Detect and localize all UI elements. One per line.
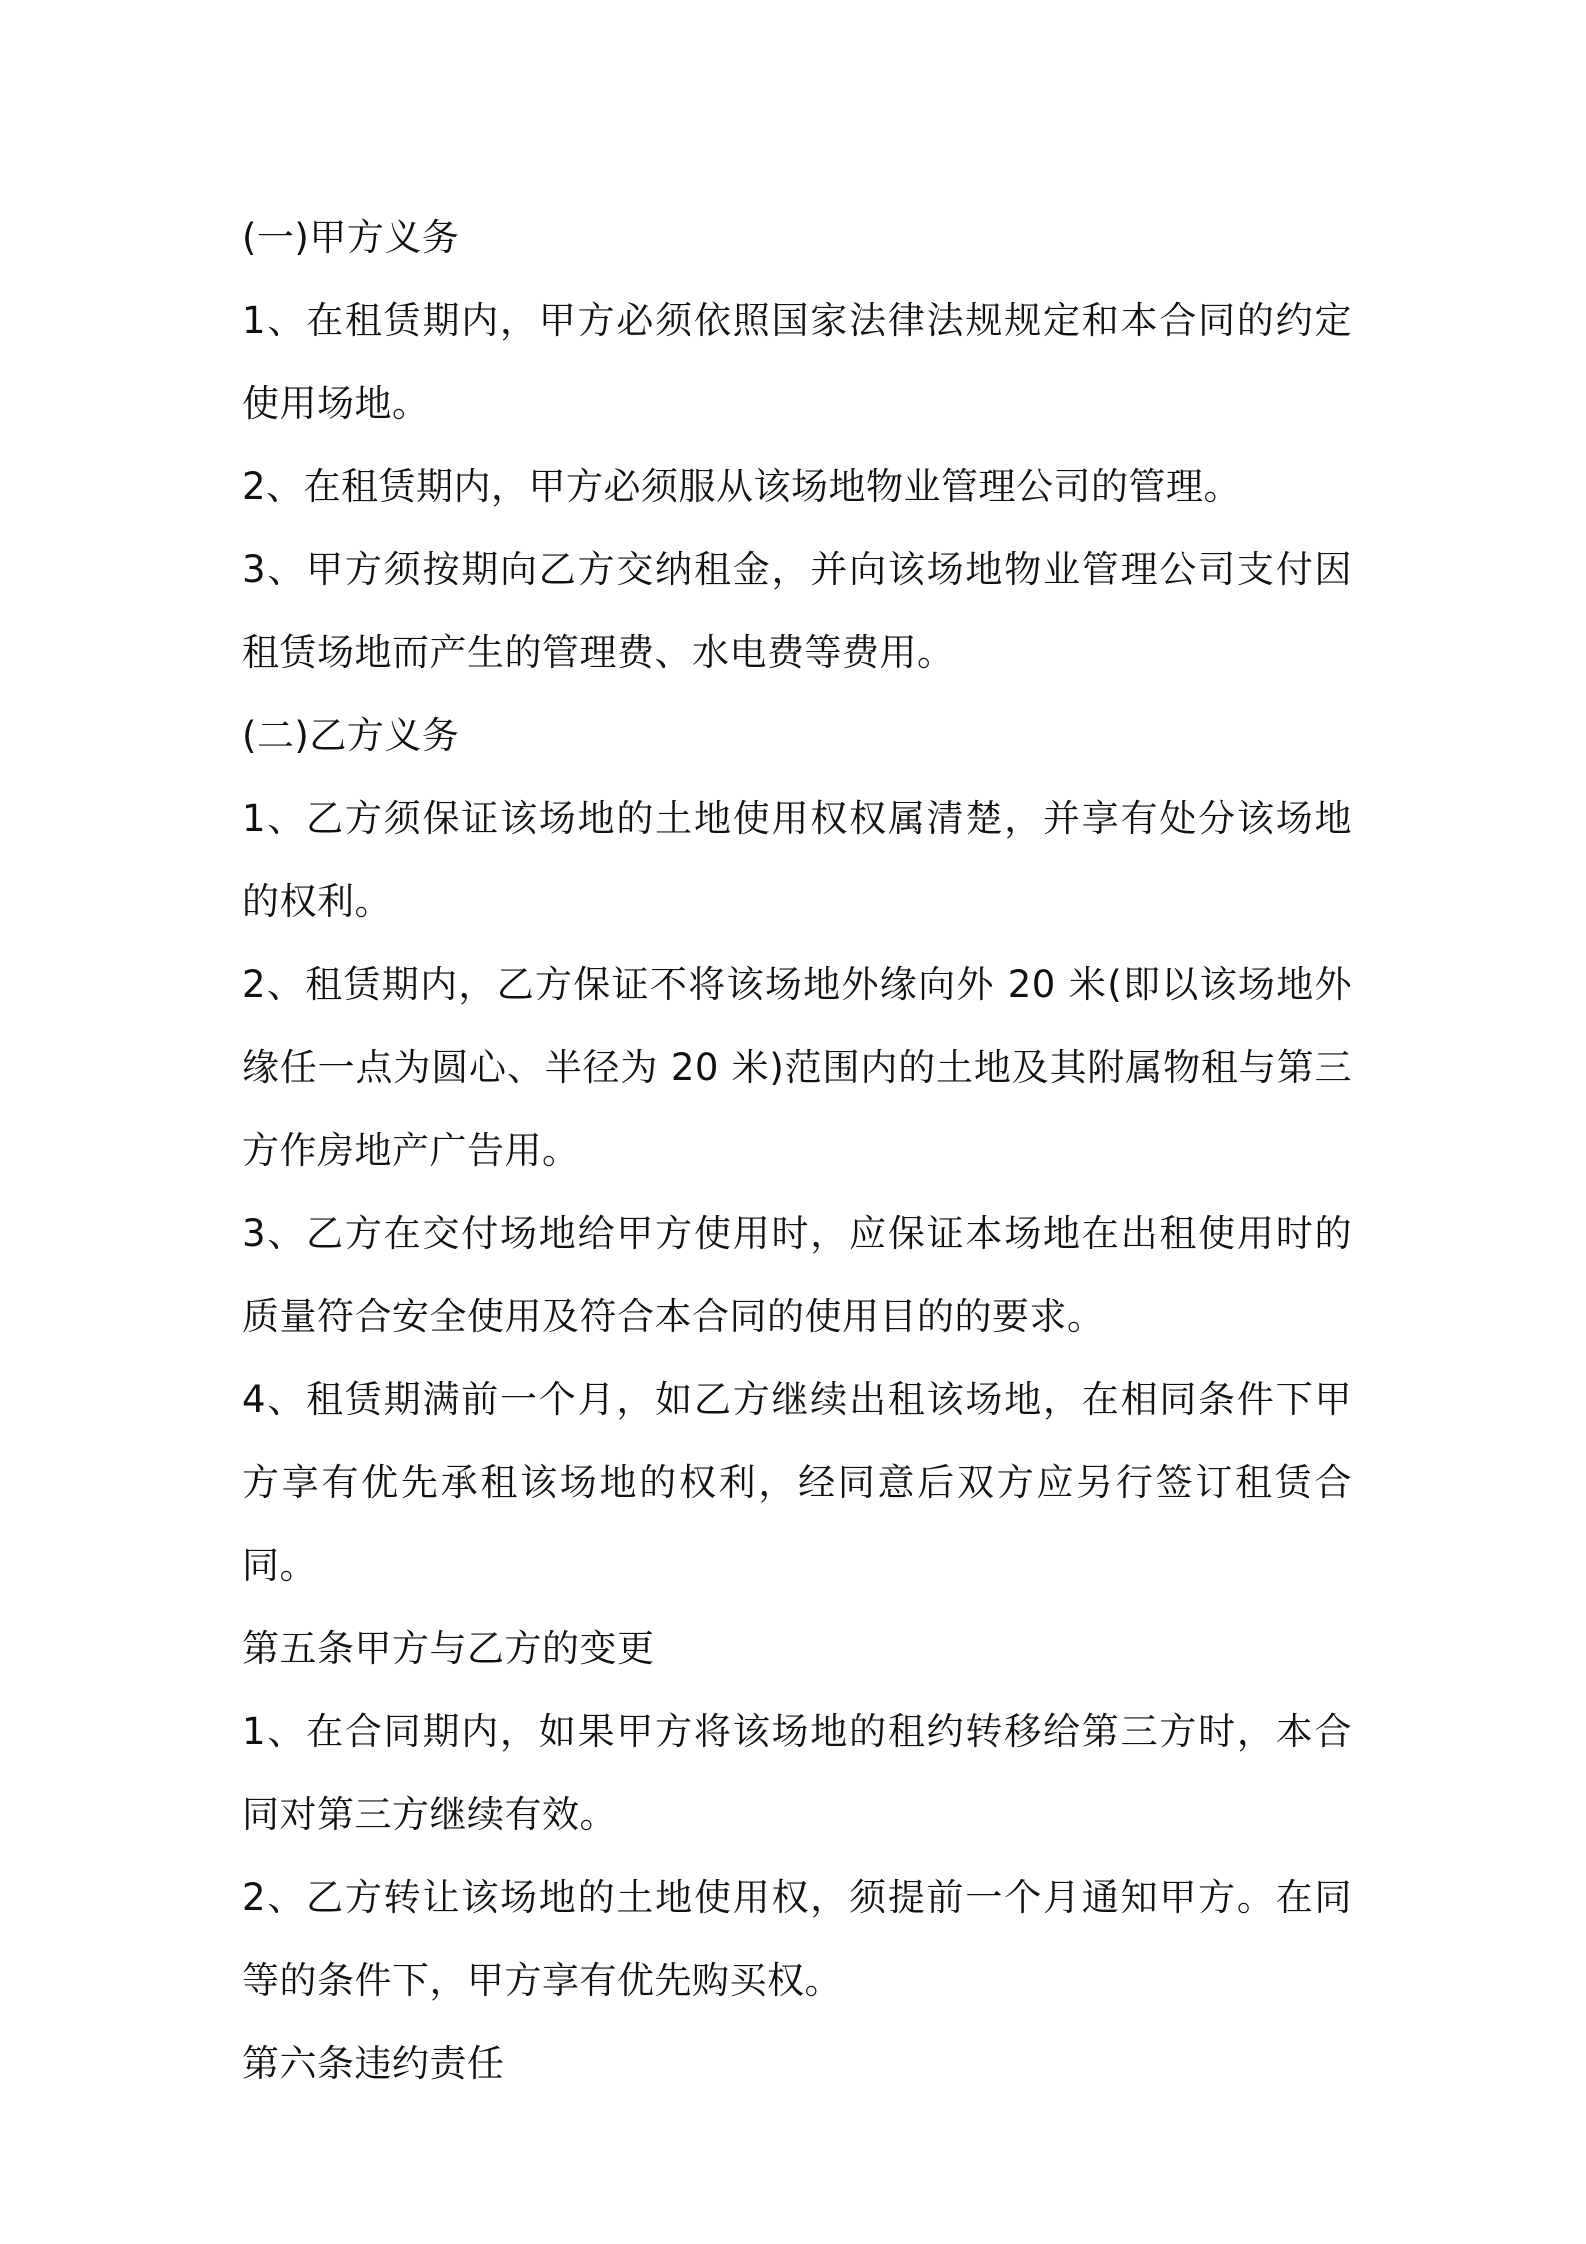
article-6-heading: 第六条违约责任 — [242, 2042, 505, 2085]
article-5-clause-2: 2、乙方转让该场地的土地使用权，须提前一个月通知甲方。在同等的条件下，甲方享有优先购买权。 — [242, 1876, 1352, 2002]
article-5-clause-1: 1、在合同期内，如果甲方将该场地的租约转移给第三方时，本合同对第三方继续有效。 — [242, 1710, 1352, 1836]
clause-party-b-1: 1、乙方须保证该场地的土地使用权权属清楚，并享有处分该场地的权利。 — [242, 797, 1352, 923]
article-5-heading: 第五条甲方与乙方的变更 — [242, 1627, 655, 1670]
clause-party-a-1: 1、在租赁期内，甲方必须依照国家法律法规规定和本合同的约定使用场地。 — [242, 299, 1352, 425]
clause-party-a-2: 2、在租赁期内，甲方必须服从该场地物业管理公司的管理。 — [242, 465, 1242, 508]
clause-party-b-3: 3、乙方在交付场地给甲方使用时，应保证本场地在出租使用时的质量符合安全使用及符合本合同的使用目的的要求。 — [242, 1212, 1352, 1338]
section-heading-party-b-obligations: (二)乙方义务 — [242, 714, 460, 757]
section-heading-party-a-obligations: (一)甲方义务 — [242, 216, 460, 259]
clause-party-a-3: 3、甲方须按期向乙方交纳租金，并向该场地物业管理公司支付因租赁场地而产生的管理费、水电费等费用。 — [242, 548, 1352, 674]
document-body — [242, 196, 1352, 2105]
clause-party-b-2: 2、租赁期内，乙方保证不将该场地外缘向外 20 米(即以该场地外缘任一点为圆心、半径为 20 米)范围内的土地及其附属物租与第三方作房地产广告用。 — [242, 963, 1352, 1172]
clause-party-b-4: 4、租赁期满前一个月，如乙方继续出租该场地，在相同条件下甲方享有优先承租该场地的权利，经同意后双方应另行签订租赁合同。 — [242, 1378, 1352, 1587]
